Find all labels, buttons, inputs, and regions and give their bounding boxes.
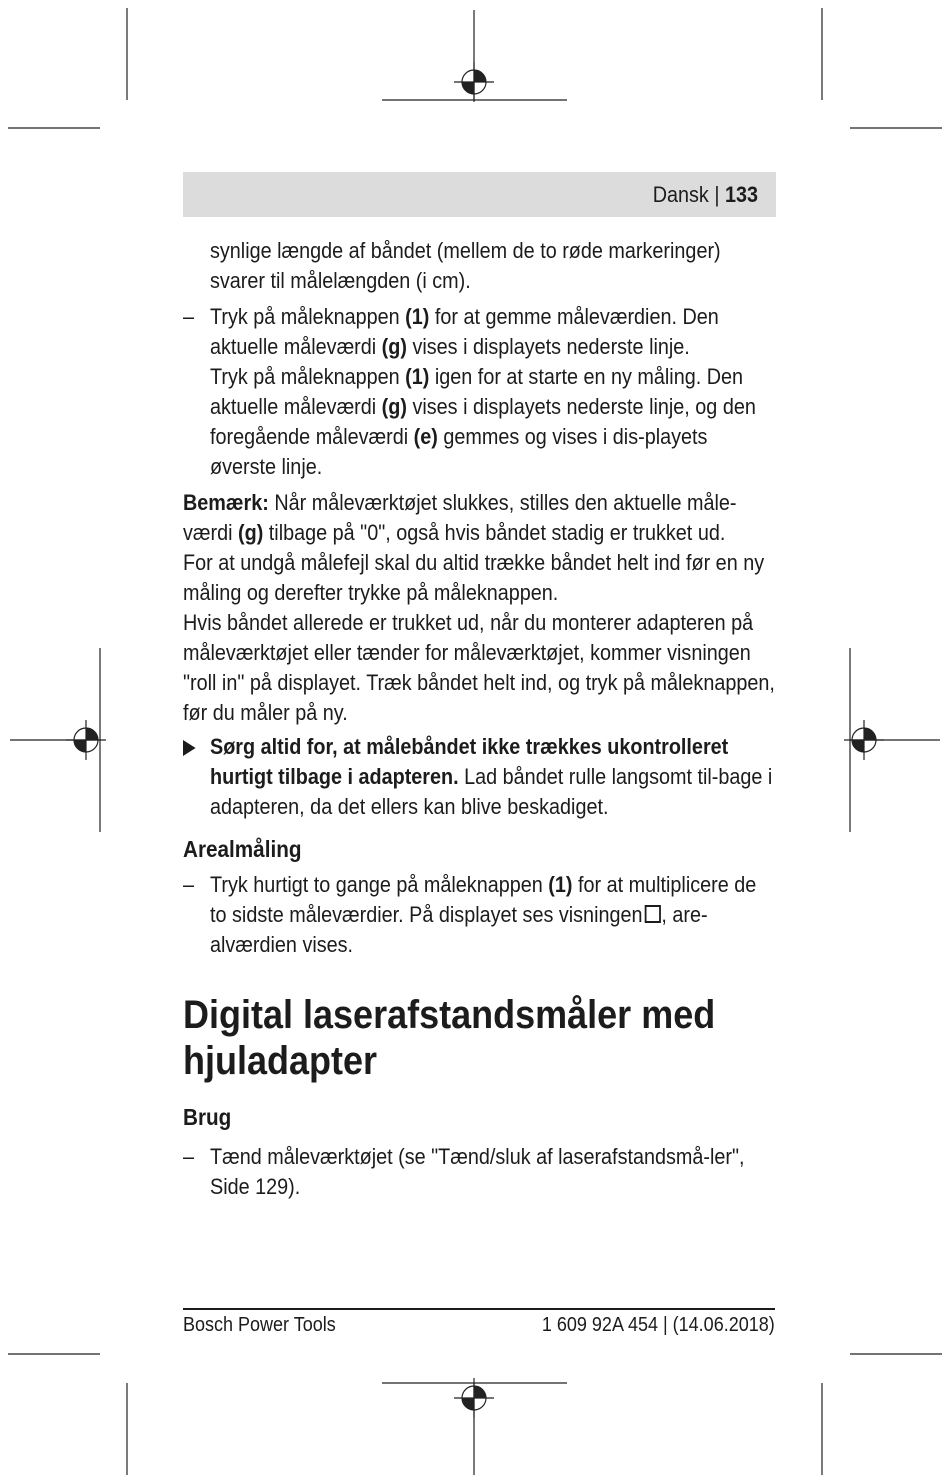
reference-label: (1) [405,364,430,389]
warning-text: Lad båndet rulle langsomt til-bage i adapteren, da det ellers kan blive beskadiget. [210,764,773,819]
header-text [653,182,758,208]
paragraph-hvis: Hvis båndet allerede er trukket ud, når du monterer adapteren på måleværktøjet eller tænder for måleværktøjet, kommer visningen "roll in" på displayet. Træk båndet helt ind, og tryk på måleknappen, før du måler på ny. [183,610,775,725]
list-item [183,302,775,362]
list-item-text: vises i displayets nederste linje, og den foregående måleværdi [210,394,756,449]
list-item-text: , are-alværdien vises. [210,902,708,957]
note-label: Bemærk: [183,490,269,515]
list-item-text: for at multiplicere de to sidste måleværdier. På displayet ses visningen [210,872,757,927]
dash-marker: – [183,872,195,897]
dash-marker: – [183,304,195,329]
text-line: svarer til målelængden (i cm). [210,268,471,293]
warning-item [183,732,775,822]
heading-arealmaling: Arealmåling [183,836,302,862]
list-item-text: for at gemme måleværdien. Den aktuelle måleværdi [210,304,719,359]
heading-brug: Brug [183,1104,232,1130]
list-item [183,870,775,960]
note-text: Når måleværktøjet slukkes, stilles den aktuelle måle-værdi [183,490,737,545]
reference-label: (g) [238,520,264,545]
header-language: Dansk [652,182,709,207]
footer-doc-id: 1 609 92A 454 | (14.06.2018) [542,1314,775,1336]
reference-label: (e) [413,424,438,449]
triangle-right-icon [183,740,196,756]
list-item-text: gemmes og vises i dis-playets øverste linje. [210,424,708,479]
list-item-text: vises i displayets nederste linje. [406,334,690,359]
section-title: Digital laserafstandsmåler med hjuladapter [183,993,716,1083]
warning-bold-text: Sørg altid for, at målebåndet ikke trækkes ukontrolleret hurtigt tilbage i adapteren. [210,734,729,789]
list-item-text: Tænd måleværktøjet (se "Tænd/sluk af laserafstandsmå-ler", Side 129). [210,1144,745,1199]
reference-label: (1) [405,304,430,329]
dash-marker: – [183,1144,195,1169]
page-content [183,236,775,1202]
paragraph-continuation [183,236,775,296]
paragraph-undga: For at undgå målefejl skal du altid trække båndet helt ind før en ny måling og derefter trykke på måleknappen. [183,550,765,605]
list-item-text: Tryk på måleknappen [210,364,406,389]
list-item [183,1142,775,1202]
list-item-text: igen for at starte en ny måling. Den aktuelle måleværdi [210,364,744,419]
footer-rule [183,1308,775,1310]
list-item-text: Tryk på måleknappen [210,304,406,329]
reference-label: (g) [381,334,407,359]
note-text: tilbage på "0", også hvis båndet stadig er trukket ud. [263,520,726,545]
note-paragraph [183,488,775,548]
footer-brand: Bosch Power Tools [183,1314,336,1336]
list-item-text: Tryk hurtigt to gange på måleknappen [210,872,549,897]
list-item-continuation [183,362,775,482]
reference-label: (1) [548,872,573,897]
header-separator: | [714,182,720,207]
text-line: synlige længde af båndet (mellem de to røde markeringer) [210,238,721,263]
square-outline-icon [644,905,660,923]
reference-label: (g) [381,394,407,419]
page-number: 133 [724,182,758,207]
page-header [183,172,776,217]
